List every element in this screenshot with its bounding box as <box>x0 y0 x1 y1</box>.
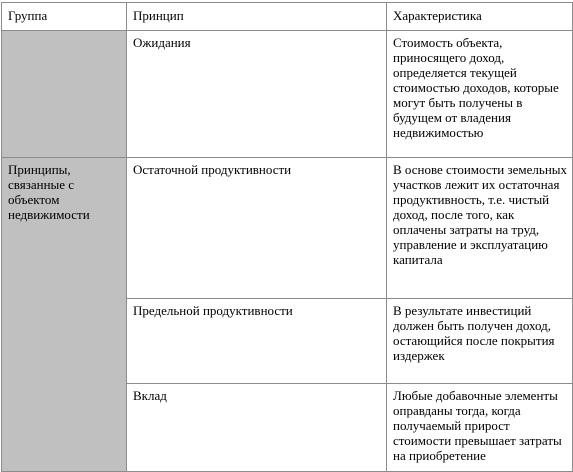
principle-cell: Ожидания <box>127 31 387 158</box>
header-group: Группа <box>2 3 127 31</box>
header-characteristic: Характеристика <box>387 3 573 31</box>
principle-cell: Вклад <box>127 384 387 472</box>
principle-cell: Остаточной продуктивности <box>127 158 387 299</box>
table-header-row <box>2 3 573 31</box>
table-row <box>2 31 573 158</box>
characteristic-cell: В результате инвестиций должен быть получен доход, остающийся после покрытия издержек <box>387 299 573 384</box>
table-row <box>2 158 573 299</box>
characteristic-cell: Стоимость объекта, приносящего доход, определяется текущей стоимостью доходов, которые могут быть получены в будущем от владения недвижимостью <box>387 31 573 158</box>
principles-table <box>1 2 573 472</box>
group-cell: Принципы, связанные с объектом недвижимости <box>2 158 127 472</box>
header-principle: Принцип <box>127 3 387 31</box>
characteristic-cell: Любые добавочные элементы оправданы тогда, когда получаемый прирост стоимости превышает затраты на приобретение <box>387 384 573 472</box>
principle-cell: Предельной продуктивности <box>127 299 387 384</box>
group-cell-empty <box>2 31 127 158</box>
characteristic-cell: В основе стоимости земельных участков лежит их остаточная продуктивность, т.е. чистый доход, после того, как оплачены затраты на труд, управление и эксплуатацию капитала <box>387 158 573 299</box>
